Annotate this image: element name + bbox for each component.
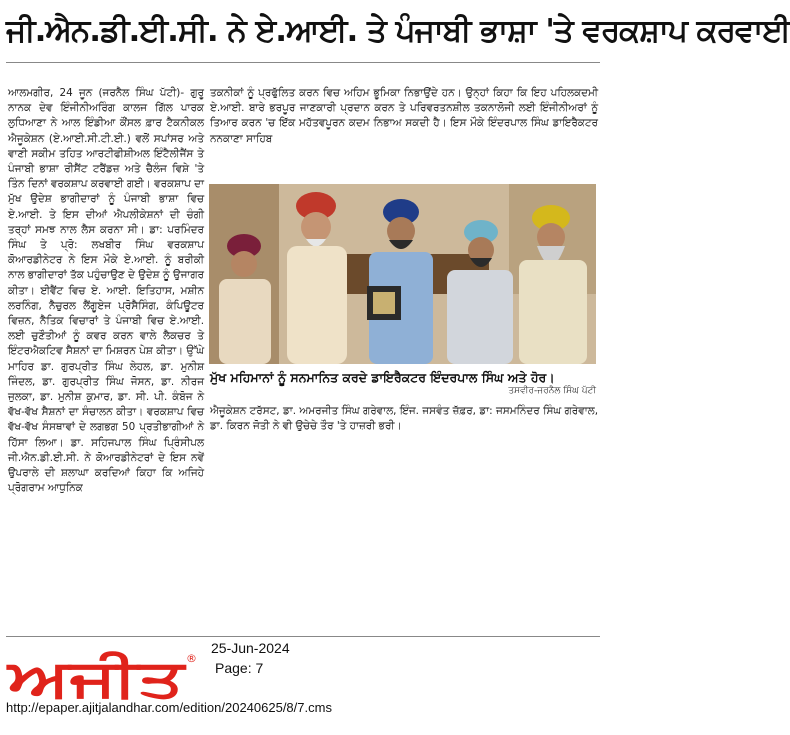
blank-area [208, 462, 600, 634]
headline-rule [6, 62, 600, 63]
logo-registered-mark: ® [186, 652, 197, 665]
news-photo [209, 184, 596, 364]
photo-caption: ਮੁੱਖ ਮਹਿਮਾਨਾਂ ਨੂੰ ਸਨਮਾਨਿਤ ਕਰਦੇ ਡਾਇਰੈਕਟਰ ਇੰਦਰਪਾਲ ਸਿੰਘ ਅਤੇ ਹੋਰ। [210, 370, 555, 385]
footer-rule [6, 636, 600, 637]
article-column-1: ਆਲਮਗੀਰ, 24 ਜੂਨ (ਜਰਨੈਲ ਸਿੰਘ ਪੱਟੀ)- ਗੁਰੂ ਨਾਨਕ ਦੇਵ ਇੰਜੀਨੀਅਰਿੰਗ ਕਾਲਜ ਗਿੱਲ ਪਾਰਕ ਲੁਧਿਆਣਾ ਨੇ ਆਲ ਇੰਡੀਆ ਕੌਂਸਲ ਫ਼ਾਰ ਟੈਕਨੀਕਲ ਐਜੂਕੇਸ਼ਨ (ਏ.ਆਈ.ਸੀ.ਟੀ.ਈ.) ਵਲੋਂ ਸਪਾਂਸਰ ਅਤੇ ਵਾਣੀ ਸਕੀਮ ਤਹਿਤ ਆਰਟੀਫੀਸ਼ੀਅਲ ਇੰਟੈਲੀਜੈਂਸ ਤੇ ਪੰਜਾਬੀ ਭਾਸ਼ਾ ਰੀਸੈਂਟ ਟਰੈਂਡਜ਼ ਅਤੇ ਚੈਲੰਜ ਵਿਸ਼ੇ 'ਤੇ ਤਿੰਨ ਦਿਨਾਂ ਵਰਕਸ਼ਾਪ ਕਰਵਾਈ ਗਈ। ਵਰਕਸ਼ਾਪ ਦਾ ਮੁੱਖ ਉਦੇਸ਼ ਭਾਗੀਦਾਰਾਂ ਨੂੰ ਪੰਜਾਬੀ ਭਾਸ਼ਾ ਵਿਚ ਏ.ਆਈ. ਤੇ ਇਸ ਦੀਆਂ ਐਪਲੀਕੇਸ਼ਨਾਂ ਦੀ ਚੰਗੀ ਤਰ੍ਹਾਂ ਸਮਝ ਨਾਲ ਲੈਸ ਕਰਨਾ ਸੀ। ਡਾ: ਪਰਮਿੰਦਰ ਸਿੰਘ ਤੇ ਪ੍ਰੋ: ਲਖਬੀਰ ਸਿੰਘ ਵਰਕਸ਼ਾਪ ਕੋਆਰਡੀਨੇਟਰ ਨੇ ਇਸ ਮੌਕੇ ਏ.ਆਈ. ਨੂੰ ਬਰੀਕੀ ਨਾਲ ਭਾਗੀਦਾਰਾਂ ਤੱਕ ਪਹੁੰਚਾਉਣ ਦੇ ਉਦੇਸ਼ ਨੂੰ ਉਜਾਗਰ ਕੀਤਾ। ਈਵੈਂਟ ਵਿਚ ਏ. ਆਈ. ਇਤਿਹਾਸ, ਮਸ਼ੀਨ ਲਰਨਿੰਗ, ਨੈਚੁਰਲ ਲੈਂਗੂਏਜ ਪ੍ਰੋਸੈਸਿੰਗ, ਕੰਪਿਊਟਰ ਵਿਜ਼ਨ, ਨੈਤਿਕ ਵਿਚਾਰਾਂ ਤੇ ਪੰਜਾਬੀ ਵਿਚ ਏ.ਆਈ. ਲਈ ਚੁਣੌਤੀਆਂ ਨੂੰ ਕਵਰ ਕਰਨ ਵਾਲੇ ਲੈਕਚਰ ਤੇ ਇੰਟਰਐਕਟਿਵ ਸੈਸ਼ਨਾਂ ਦਾ ਮਿਸ਼ਰਨ ਪੇਸ਼ ਕੀਤਾ। ਉੱਘੇ ਮਾਹਿਰ ਡਾ. ਗੁਰਪ੍ਰੀਤ ਸਿੰਘ ਲੇਹਲ, ਡਾ. ਮੁਨੀਸ਼ ਜਿੰਦਲ, ਡਾ. ਗੁਰਪ੍ਰੀਤ ਸਿੰਘ ਜੋਸਨ, ਡਾ. ਨੀਰਜ ਜੁਲਕਾ, ਡਾ. ਮੁਨੀਸ਼ ਕੁਮਾਰ, ਡਾ. ਸੀ. ਪੀ. ਕੰਬੋਜ ਨੇ ਵੱਖ-ਵੱਖ ਸੈਸ਼ਨਾਂ ਦਾ ਸੰਚਾਲਨ ਕੀਤਾ। ਵਰਕਸ਼ਾਪ ਵਿਚ ਵੱਖ-ਵੱਖ ਸੰਸਥਾਵਾਂ ਦੇ ਲਗਭਗ 50 ਪ੍ਰਤੀਭਾਗੀਆਂ ਨੇ ਹਿੱਸਾ ਲਿਆ। ਡਾ. ਸਹਿਜਪਾਲ ਸਿੰਘ ਪ੍ਰਿੰਸੀਪਲ ਜੀ.ਐਨ.ਡੀ.ਈ.ਸੀ. ਨੇ ਕੋਆਰਡੀਨੇਟਰਾਂ ਦੇ ਇਸ ਨਵੇਂ ਉਪਰਾਲੇ ਦੀ ਸ਼ਲਾਘਾ ਕਰਦਿਆਂ ਕਿਹਾ ਕਿ ਅਜਿਹੇ ਪ੍ਰੋਗਰਾਮ ਆਧੁਨਿਕ [8, 87, 204, 495]
source-url[interactable]: http://epaper.ajitjalandhar.com/edition/20240625/8/7.cms [6, 700, 332, 715]
ajit-logo [4, 646, 202, 709]
edition-date: 25-Jun-2024 [211, 640, 290, 656]
article-column-2-top: ਤਕਨੀਕਾਂ ਨੂੰ ਪ੍ਰਫੁੱਲਿਤ ਕਰਨ ਵਿਚ ਅਹਿਮ ਭੂਮਿਕਾ ਨਿਭਾਉਂਦੇ ਹਨ। ਉਨ੍ਹਾਂ ਕਿਹਾ ਕਿ ਇਹ ਪਹਿਲਕਦਮੀ ਏ.ਆਈ. ਬਾਰੇ ਭਰਪੂਰ ਜਾਣਕਾਰੀ ਪ੍ਰਦਾਨ ਕਰਨ ਤੇ ਪਰਿਵਰਤਨਸ਼ੀਲ ਤਕਨਾਲੋਜੀ ਲਈ ਇੰਜੀਨੀਅਰਾਂ ਨੂੰ ਤਿਆਰ ਕਰਨ 'ਚ ਇੱਕ ਮਹੱਤਵਪੂਰਨ ਕਦਮ ਨਿਭਾਅ ਸਕਦੀ ਹੈ। ਇਸ ਮੌਕੇ ਇੰਦਰਪਾਲ ਸਿੰਘ ਡਾਇਰੈਕਟਰ ਨਨਕਾਣਾ ਸਾਹਿਬ [210, 87, 598, 145]
page-number: Page: 7 [215, 660, 264, 676]
logo-text: ਅਜੀਤ [5, 649, 187, 709]
photo-credit: ਤਸਵੀਰ-ਜਰਨੈਲ ਸਿੰਘ ਪੱਟੀ [508, 386, 596, 396]
article-column-2-bottom: ਐਜੂਕੇਸ਼ਨ ਟਰੱਸਟ, ਡਾ. ਅਮਰਜੀਤ ਸਿੰਘ ਗਰੇਵਾਲ, ਇੰਜ. ਜਸਵੰਤ ਜ਼ੱਫ਼ਰ, ਡਾ: ਜਸਮਨਿੰਦਰ ਸਿੰਘ ਗਰੇਵਾਲ, ਡਾ. ਕਿਰਨ ਜੋਤੀ ਨੇ ਵੀ ਉਚੇਚੇ ਤੌਰ 'ਤੇ ਹਾਜ਼ਰੀ ਭਰੀ। [210, 405, 598, 433]
headline: ਜੀ.ਐਨ.ਡੀ.ਈ.ਸੀ. ਨੇ ਏ.ਆਈ. ਤੇ ਪੰਜਾਬੀ ਭਾਸ਼ਾ 'ਤੇ ਵਰਕਸ਼ਾਪ ਕਰਵਾਈ [6, 13, 790, 49]
